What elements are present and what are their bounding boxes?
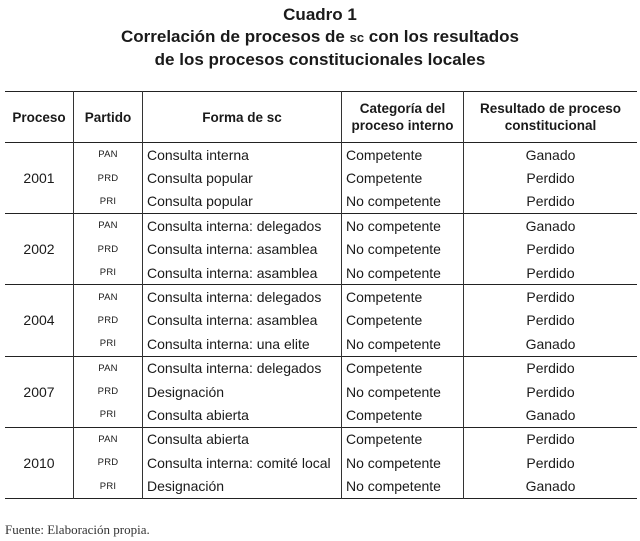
table-row (5, 451, 637, 474)
header-partido: Partido (74, 92, 143, 143)
partido-cell: PRI (99, 338, 117, 350)
forma-cell: Consulta interna: delegados (143, 214, 342, 238)
partido-cell: PRI (99, 409, 117, 421)
categoria-cell: Competente (342, 309, 464, 332)
partido-cell: PAN (74, 427, 143, 451)
resultado-cell: Ganado (464, 474, 638, 498)
caption-sc-abbrev: sc (349, 30, 365, 45)
categoria-cell: Competente (342, 427, 464, 451)
partido-cell: PRI (99, 480, 117, 492)
forma-cell: Designación (143, 474, 342, 498)
forma-cell: Consulta interna: comité local (143, 451, 342, 474)
table-row (5, 238, 637, 261)
categoria-cell: No competente (342, 261, 464, 285)
partido-cell: PRD (97, 243, 119, 255)
year-cell: 2002 (5, 214, 74, 285)
table-row (5, 380, 637, 403)
header-row (5, 92, 637, 143)
table-row (5, 474, 637, 498)
categoria-cell: Competente (342, 143, 464, 167)
categoria-cell: Competente (342, 356, 464, 380)
caption-line-2 (0, 26, 640, 49)
resultado-cell: Perdido (464, 190, 638, 214)
categoria-cell: No competente (342, 332, 464, 356)
partido-cell: PRD (97, 386, 119, 398)
resultado-cell: Perdido (464, 380, 638, 403)
partido-cell: PRI (99, 195, 117, 207)
forma-cell: Consulta interna: delegados (143, 356, 342, 380)
categoria-cell: Competente (342, 285, 464, 309)
year-cell: 2001 (5, 143, 74, 214)
table-row (5, 427, 637, 451)
caption-line-2-start: Correlación de procesos de (120, 27, 350, 46)
forma-cell: Consulta abierta (143, 403, 342, 427)
forma-cell: Consulta popular (143, 166, 342, 189)
resultado-cell: Perdido (464, 166, 638, 189)
partido-cell: PRI (99, 267, 117, 279)
header-forma: Forma de sc (143, 92, 342, 143)
forma-cell: Consulta popular (143, 190, 342, 214)
partido-cell: PAN (74, 214, 143, 238)
header-categoria: Categoría del proceso interno (342, 92, 464, 143)
categoria-cell: No competente (342, 238, 464, 261)
resultado-cell: Ganado (464, 332, 638, 356)
categoria-cell: No competente (342, 190, 464, 214)
categoria-cell: No competente (342, 380, 464, 403)
table-row (5, 166, 637, 189)
resultado-cell: Perdido (464, 427, 638, 451)
caption-title: Cuadro 1 (283, 5, 357, 24)
results-table (5, 91, 637, 499)
resultado-cell: Perdido (464, 285, 638, 309)
forma-cell: Consulta interna: delegados (143, 285, 342, 309)
forma-cell: Consulta interna: una elite (143, 332, 342, 356)
process-group (5, 285, 637, 356)
forma-cell: Consulta interna: asamblea (143, 261, 342, 285)
resultado-cell: Perdido (464, 356, 638, 380)
caption-line-2-end: con los resultados (364, 27, 520, 46)
partido-cell: PRD (97, 172, 119, 184)
partido-cell: PAN (74, 143, 143, 167)
process-group (5, 427, 637, 498)
table-row (5, 356, 637, 380)
table-row (5, 190, 637, 214)
forma-cell: Consulta interna: asamblea (143, 309, 342, 332)
forma-cell: Consulta abierta (143, 427, 342, 451)
year-cell: 2007 (5, 356, 74, 427)
source-note: Fuente: Elaboración propia. (5, 522, 150, 537)
process-group (5, 214, 637, 285)
resultado-cell: Perdido (464, 309, 638, 332)
year-cell: 2004 (5, 285, 74, 356)
header-proceso: Proceso (12, 109, 66, 125)
categoria-cell: Competente (342, 166, 464, 189)
partido-cell: PRD (97, 457, 119, 469)
table-header (5, 92, 637, 143)
resultado-cell: Ganado (464, 143, 638, 167)
forma-cell: Consulta interna: asamblea (143, 238, 342, 261)
categoria-cell: No competente (342, 214, 464, 238)
table-row (5, 261, 637, 285)
partido-cell: PAN (74, 356, 143, 380)
resultado-cell: Perdido (464, 261, 638, 285)
categoria-cell: Competente (342, 403, 464, 427)
categoria-cell: No competente (342, 474, 464, 498)
resultado-cell: Ganado (464, 214, 638, 238)
forma-cell: Designación (143, 380, 342, 403)
resultado-cell: Ganado (464, 403, 638, 427)
process-group (5, 356, 637, 427)
resultado-cell: Perdido (464, 451, 638, 474)
table-row (5, 403, 637, 427)
categoria-cell: No competente (342, 451, 464, 474)
year-cell: 2010 (5, 427, 74, 498)
partido-cell: PAN (74, 285, 143, 309)
forma-cell: Consulta interna (143, 143, 342, 167)
process-group (5, 143, 637, 214)
table-row (5, 309, 637, 332)
header-resultado: Resultado de proceso constitucional (464, 92, 638, 143)
table-row (5, 332, 637, 356)
table-row (5, 214, 637, 238)
resultado-cell: Perdido (464, 238, 638, 261)
table-row (5, 143, 637, 167)
caption-line-3: de los procesos constitucionales locales (154, 50, 486, 69)
table-row (5, 285, 637, 309)
table-caption (0, 4, 640, 71)
partido-cell: PRD (97, 314, 119, 326)
